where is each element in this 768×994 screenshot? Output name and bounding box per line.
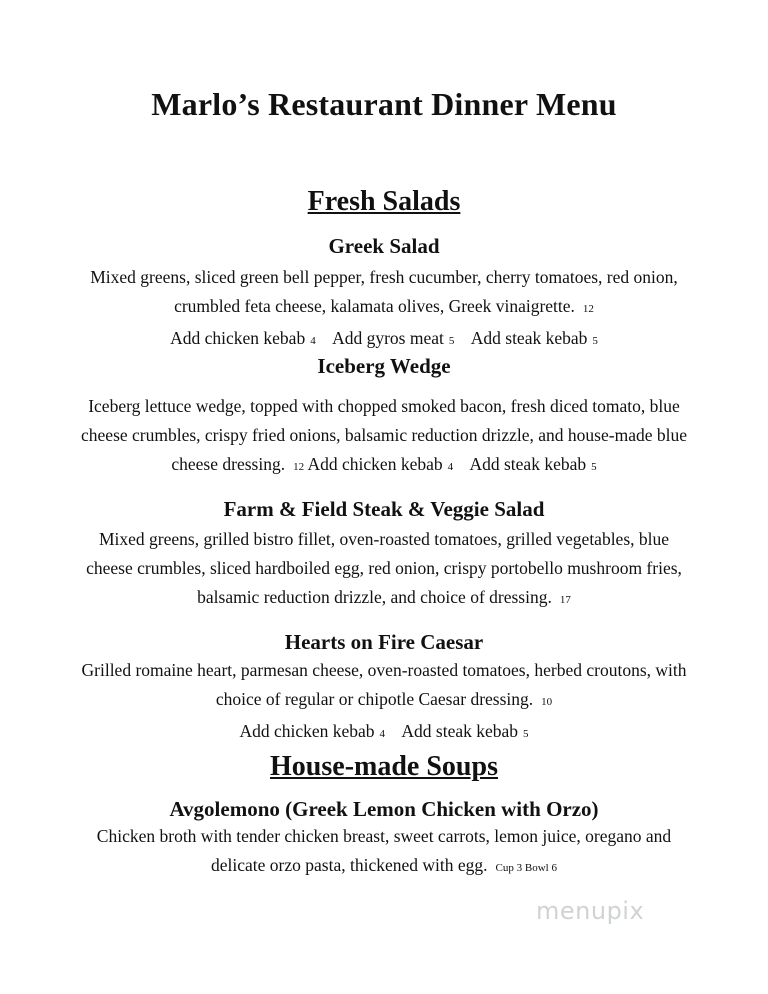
section-heading-soups: House-made Soups [270,751,498,782]
description-text: Mixed greens, sliced green bell pepper, fresh cucumber, cherry tomatoes, red onion, crumbled feta cheese, kalamata olives, Greek vinaigrette. [90,267,678,316]
description-text: Grilled romaine heart, parmesan cheese, oven-roasted tomatoes, herbed croutons, with choice of regular or chipotle Caesar dressing. [81,660,687,709]
item-price: 12 [582,303,594,315]
addon-steak-kebab [471,328,598,348]
description-text: Chicken broth with tender chicken breast, sweet carrots, lemon juice, oregano and delicate orzo pasta, thickened with egg. [96,826,672,875]
item-price: 12 [293,461,305,473]
item-price: Cup 3 Bowl 6 [495,862,557,874]
addon-steak-kebab [401,721,528,741]
addon-label: Add steak kebab [469,454,587,474]
item-price: 17 [559,594,571,606]
watermark-logo: menupix [536,897,645,925]
addon-price: 5 [592,335,598,347]
item-name-greek-salad: Greek Salad [328,234,440,258]
addon-label: Add steak kebab [401,721,519,741]
addon-label: Add chicken kebab [239,721,375,741]
addon-price: 5 [523,728,529,740]
addon-steak-kebab [469,454,596,474]
addon-label: Add steak kebab [470,328,588,348]
item-description-avgolemono [80,822,688,883]
item-name-avgolemono: Avgolemono (Greek Lemon Chicken with Orzo) [169,797,599,821]
description-text: Mixed greens, grilled bistro fillet, oven-roasted tomatoes, grilled vegetables, blue cheese crumbles, sliced hardboiled egg, red onion, crispy portobello mushroom fries, balsamic reduction drizzle, and choice of dressing. [86,529,682,607]
item-description-hearts-on-fire-caesar [80,656,688,749]
item-description-greek-salad [80,263,688,356]
addon-price: 4 [379,728,386,740]
item-name-hearts-on-fire-caesar: Hearts on Fire Caesar [284,630,484,654]
addon-label: Add chicken kebab [307,454,443,474]
item-name-farm-field-salad: Farm & Field Steak & Veggie Salad [223,497,545,521]
section-heading-salads: Fresh Salads [307,186,461,217]
addon-gyros-meat [332,328,454,348]
description-text: Iceberg lettuce wedge, topped with chopped smoked bacon, fresh diced tomato, blue cheese crumbles, crispy fried onions, balsamic reduction drizzle, and house-made blue cheese dressing. [81,396,687,474]
addon-price: 5 [448,335,455,347]
item-price: 10 [541,696,553,708]
item-description-farm-field-salad [80,525,688,615]
addon-chicken-kebab [239,721,385,741]
addon-label: Add chicken kebab [170,328,306,348]
addon-label: Add gyros meat [332,328,444,348]
addon-chicken-kebab [170,328,316,348]
page-title: Marlo’s Restaurant Dinner Menu [151,86,617,122]
item-description-iceberg-wedge [80,392,688,482]
addon-price: 4 [310,335,316,347]
addon-price: 5 [591,461,597,473]
item-name-iceberg-wedge: Iceberg Wedge [317,354,451,378]
addon-price: 4 [447,461,454,473]
addon-chicken-kebab [308,454,454,474]
